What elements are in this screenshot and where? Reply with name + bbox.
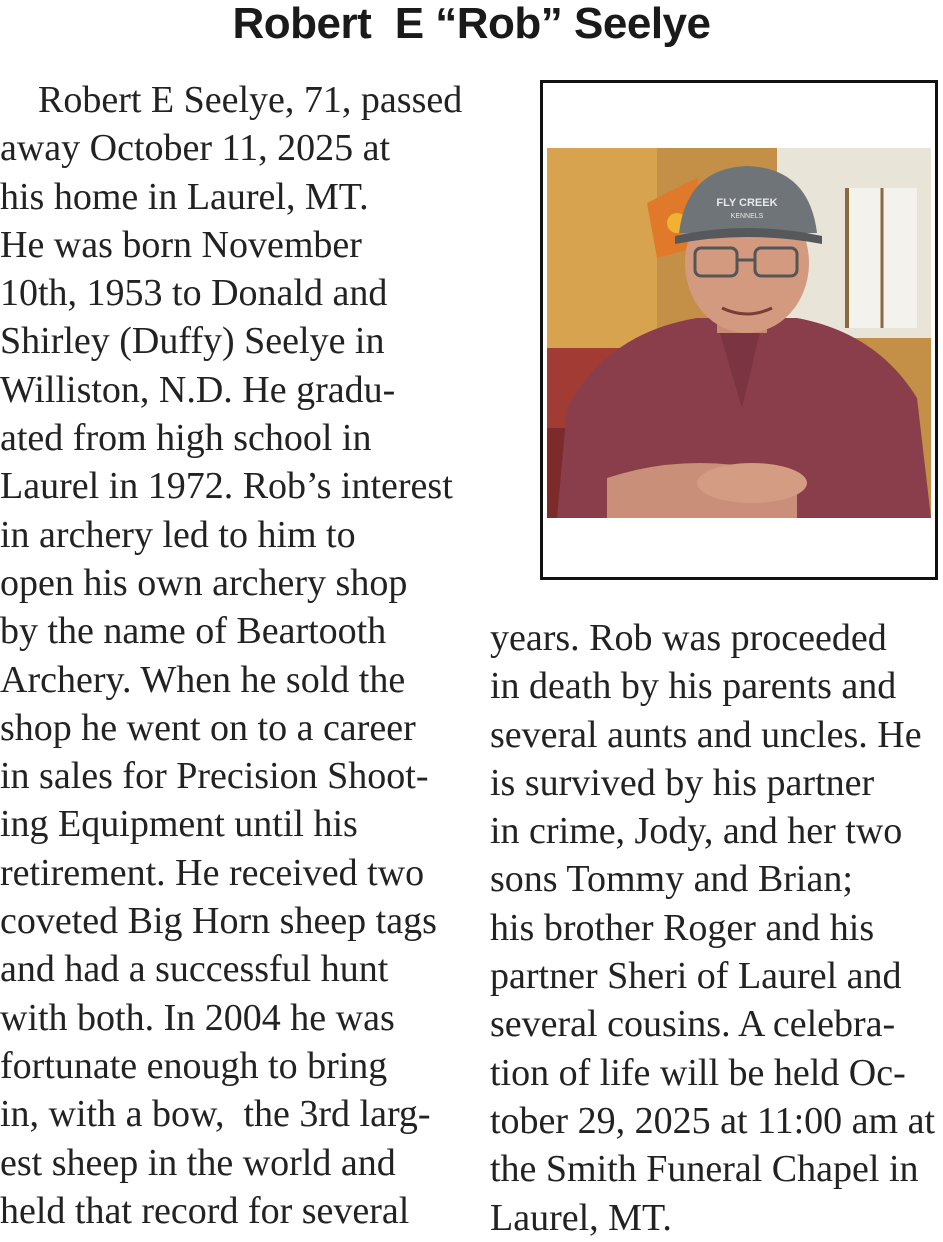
text-line: Williston, N.D. He gradu- [0,368,396,411]
text-line: est sheep in the world and [0,1141,396,1184]
text-line: Archery. When he sold the [0,658,406,701]
text-line: several cousins. A celebra- [490,1003,896,1046]
text-line: in archery led to him to [0,513,356,556]
text-line: Shirley (Duffy) Seelye in [0,320,385,363]
cap-logo-subtext: KENNELS [730,213,764,220]
text-line: open his own archery shop [0,561,408,604]
text-line: the Smith Funeral Chapel in [490,1148,919,1191]
text-line: several aunts and uncles. He [490,713,922,756]
text-line: He was born November [0,223,362,266]
text-line: in, with a bow, the 3rd larg- [0,1093,431,1136]
text-line: ated from high school in [0,417,372,460]
obituary-title: Robert E “Rob” Seelye [232,0,711,48]
text-line: in sales for Precision Shoot- [0,755,429,798]
text-line: with both. In 2004 he was [0,996,395,1039]
text-line: tober 29, 2025 at 11:00 am at [490,1099,935,1142]
text-line: is survived by his partner [490,761,875,804]
text-line: ing Equipment until his [0,803,358,846]
text-line: Laurel, MT. [490,1196,672,1239]
portrait-illustration [547,148,931,518]
text-line: tion of life will be held Oc- [490,1051,906,1094]
text-line: retirement. He received two [0,851,425,894]
text-line: partner Sheri of Laurel and [490,955,902,998]
text-line: held that record for several [0,1189,410,1232]
text-line: away October 11, 2025 at [0,127,391,170]
portrait-photo-frame [540,80,938,580]
text-line: sons Tommy and Brian; [490,858,853,901]
text-line: 10th, 1953 to Donald and [0,272,388,315]
text-line: shop he went on to a career [0,706,416,749]
text-line: by the name of Beartooth [0,610,387,653]
text-line: Laurel in 1972. Rob’s interest [0,465,453,508]
portrait-photo [547,148,931,518]
text-line: coveted Big Horn sheep tags [0,900,437,943]
text-line: in death by his parents and [490,665,897,708]
left-text-column [0,76,470,1235]
text-line: fortunate enough to bring [0,1044,388,1087]
text-line: his brother Roger and his [490,906,875,949]
text-line: years. Rob was proceeded [490,617,887,659]
text-line: Robert E Seelye, 71, passed [0,79,463,121]
right-text-column [490,614,943,1242]
text-line: and had a successful hunt [0,948,389,991]
text-line: his home in Laurel, MT. [0,175,369,218]
cap-logo-text: FLY CREEK [716,197,778,209]
text-line: in crime, Jody, and her two [490,810,903,853]
